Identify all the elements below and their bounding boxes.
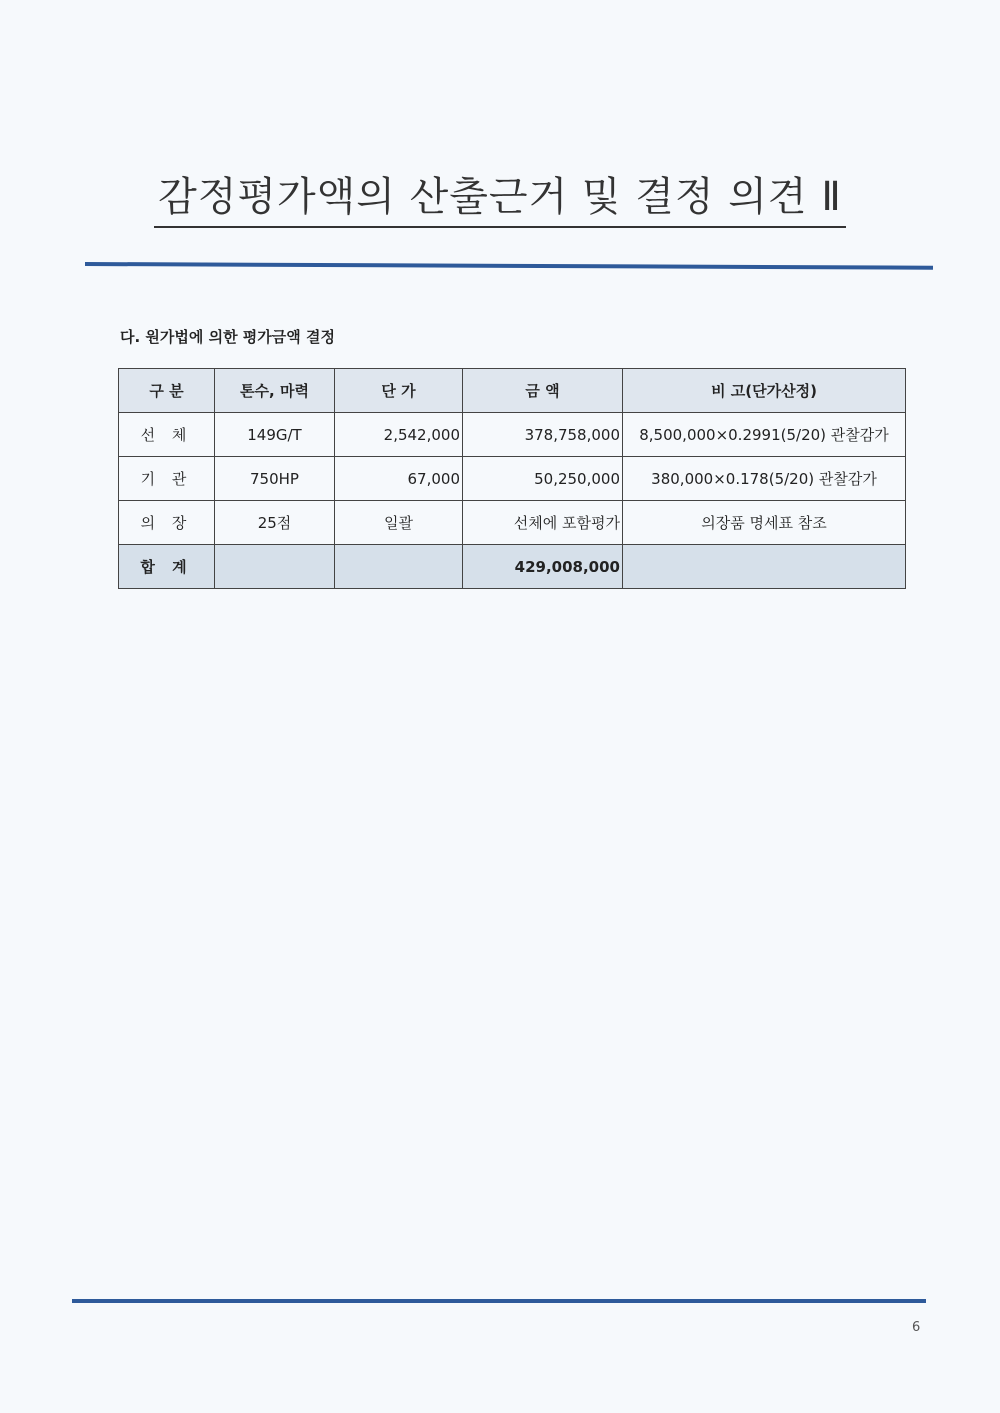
total-amount: 429,008,000 bbox=[463, 545, 623, 589]
row-amount: 378,758,000 bbox=[463, 413, 623, 457]
row-unit-price: 67,000 bbox=[335, 457, 463, 501]
table-row bbox=[119, 457, 906, 501]
row-amount: 선체에 포함평가 bbox=[463, 501, 623, 545]
row-unit-price: 2,542,000 bbox=[335, 413, 463, 457]
header-remarks: 비 고(단가산정) bbox=[623, 369, 906, 413]
header-category: 구 분 bbox=[119, 369, 215, 413]
total-remarks-empty bbox=[623, 545, 906, 589]
table-header-row bbox=[119, 369, 906, 413]
row-category: 기 관 bbox=[119, 457, 215, 501]
row-capacity: 149G/T bbox=[215, 413, 335, 457]
header-amount: 금 액 bbox=[463, 369, 623, 413]
row-remarks: 8,500,000×0.2991(5/20) 관찰감가 bbox=[623, 413, 906, 457]
total-unit-price-empty bbox=[335, 545, 463, 589]
footer-divider bbox=[72, 1299, 926, 1303]
row-category: 선 체 bbox=[119, 413, 215, 457]
row-category: 의 장 bbox=[119, 501, 215, 545]
row-unit-price: 일괄 bbox=[335, 501, 463, 545]
section-heading: 다. 원가법에 의한 평가금액 결정 bbox=[120, 328, 335, 346]
row-capacity: 750HP bbox=[215, 457, 335, 501]
total-label: 합 계 bbox=[119, 545, 215, 589]
table-total-row bbox=[119, 545, 906, 589]
page-title bbox=[0, 170, 1000, 228]
total-capacity-empty bbox=[215, 545, 335, 589]
page-title-text: 감정평가액의 산출근거 및 결정 의견 Ⅱ bbox=[154, 170, 846, 228]
valuation-table bbox=[118, 368, 906, 589]
table-row bbox=[119, 413, 906, 457]
header-unit-price: 단 가 bbox=[335, 369, 463, 413]
table-row bbox=[119, 501, 906, 545]
header-capacity: 톤수, 마력 bbox=[215, 369, 335, 413]
header-divider bbox=[85, 262, 933, 270]
row-remarks: 380,000×0.178(5/20) 관찰감가 bbox=[623, 457, 906, 501]
row-amount: 50,250,000 bbox=[463, 457, 623, 501]
row-remarks: 의장품 명세표 참조 bbox=[623, 501, 906, 545]
page-number: 6 bbox=[912, 1320, 921, 1335]
row-capacity: 25점 bbox=[215, 501, 335, 545]
